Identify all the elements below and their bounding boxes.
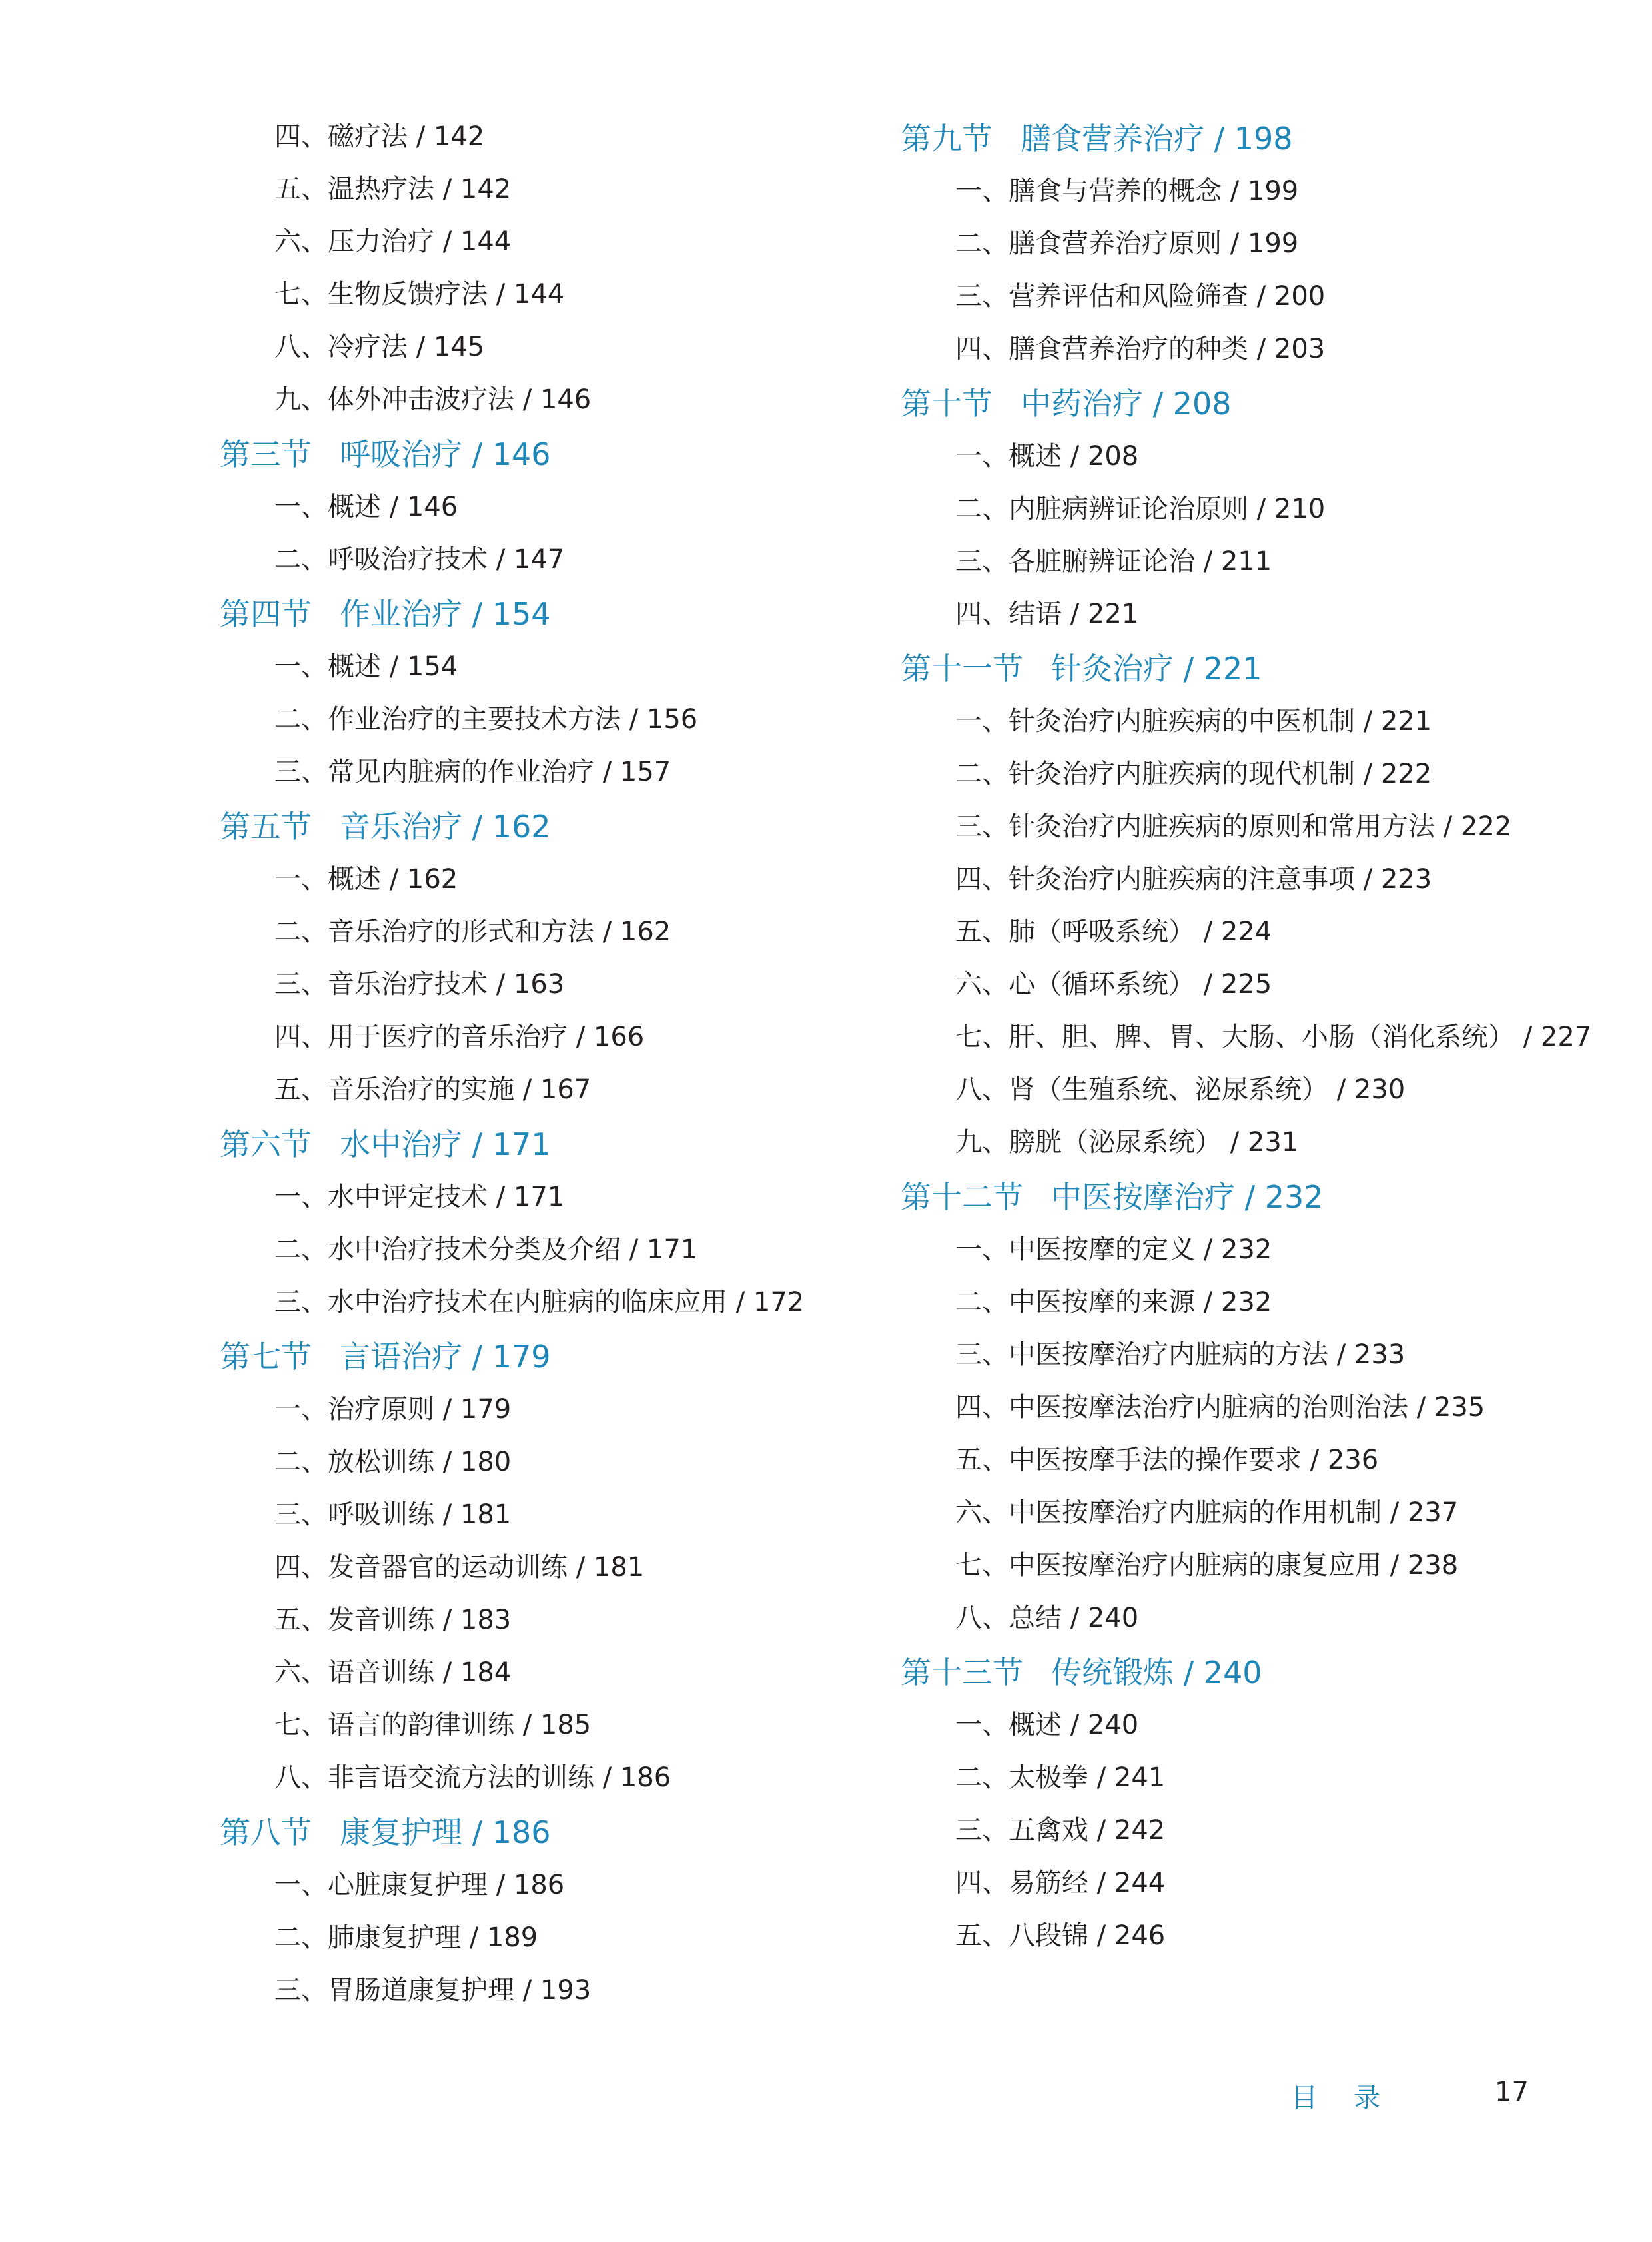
toc-item[interactable]: 五、发音训练 / 183 xyxy=(274,1605,512,1635)
section-number: 第十二节 xyxy=(901,1179,1023,1215)
toc-item[interactable]: 四、磁疗法 / 142 xyxy=(274,121,485,152)
toc-column-left xyxy=(220,111,819,2017)
toc-item[interactable]: 六、中医按摩治疗内脏病的作用机制 / 237 xyxy=(955,1497,1459,1528)
toc-item[interactable]: 一、概述 / 240 xyxy=(955,1710,1139,1740)
toc-item[interactable]: 一、概述 / 208 xyxy=(955,441,1139,472)
toc-item[interactable]: 八、总结 / 240 xyxy=(955,1603,1139,1633)
toc-section-heading[interactable] xyxy=(220,1330,819,1383)
toc-section-heading[interactable] xyxy=(220,1806,819,1859)
toc-item[interactable]: 四、发音器官的运动训练 / 181 xyxy=(274,1552,645,1583)
toc-item[interactable]: 一、概述 / 162 xyxy=(274,864,458,895)
section-number: 第五节 xyxy=(220,809,312,845)
toc-item[interactable]: 六、压力治疗 / 144 xyxy=(274,226,512,257)
toc-column-right xyxy=(901,111,1592,1962)
section-title: 针灸治疗 / 221 xyxy=(1051,651,1262,687)
toc-section-heading[interactable] xyxy=(220,1118,819,1171)
section-title: 传统锻炼 / 240 xyxy=(1051,1655,1262,1690)
section-title: 呼吸治疗 / 146 xyxy=(340,436,551,472)
section-number: 第三节 xyxy=(220,436,312,472)
toc-item[interactable]: 二、呼吸治疗技术 / 147 xyxy=(274,544,565,575)
toc-item[interactable]: 三、音乐治疗技术 / 163 xyxy=(274,969,565,1000)
toc-item[interactable]: 六、语音训练 / 184 xyxy=(274,1657,512,1688)
section-title: 水中治疗 / 171 xyxy=(340,1126,551,1162)
section-title: 膳食营养治疗 / 198 xyxy=(1021,121,1293,157)
toc-item[interactable]: 一、概述 / 154 xyxy=(274,651,458,682)
toc-item[interactable]: 四、用于医疗的音乐治疗 / 166 xyxy=(274,1022,645,1052)
toc-item[interactable]: 二、作业治疗的主要技术方法 / 156 xyxy=(274,704,698,735)
section-number: 第十一节 xyxy=(901,651,1023,687)
toc-section-heading[interactable] xyxy=(901,642,1567,695)
toc-item[interactable]: 一、针灸治疗内脏疾病的中医机制 / 221 xyxy=(955,706,1432,737)
toc-item[interactable]: 二、太极拳 / 241 xyxy=(955,1762,1166,1793)
toc-item[interactable]: 八、肾（生殖系统、泌尿系统） / 230 xyxy=(955,1074,1406,1105)
section-number: 第六节 xyxy=(220,1126,312,1162)
toc-item[interactable]: 三、针灸治疗内脏疾病的原则和常用方法 / 222 xyxy=(955,811,1512,842)
section-number: 第四节 xyxy=(220,596,312,632)
toc-item[interactable]: 二、水中治疗技术分类及介绍 / 171 xyxy=(274,1234,698,1265)
toc-section-heading[interactable] xyxy=(901,1170,1567,1224)
toc-item[interactable]: 二、音乐治疗的形式和方法 / 162 xyxy=(274,917,671,947)
toc-section-heading[interactable] xyxy=(220,800,819,853)
toc-item[interactable]: 九、膀胱（泌尿系统） / 231 xyxy=(955,1127,1299,1158)
toc-item[interactable]: 一、治疗原则 / 179 xyxy=(274,1394,512,1425)
toc-item[interactable]: 一、中医按摩的定义 / 232 xyxy=(955,1234,1272,1265)
toc-item[interactable]: 五、八段锦 / 246 xyxy=(955,1920,1166,1951)
toc-item[interactable]: 五、肺（呼吸系统） / 224 xyxy=(955,917,1272,947)
toc-item[interactable]: 五、温热疗法 / 142 xyxy=(274,174,512,204)
toc-item[interactable]: 四、易筋经 / 244 xyxy=(955,1868,1166,1898)
toc-item[interactable]: 三、常见内脏病的作业治疗 / 157 xyxy=(274,757,671,787)
toc-item[interactable]: 三、五禽戏 / 242 xyxy=(955,1815,1166,1846)
toc-section-heading[interactable] xyxy=(901,377,1567,430)
section-number: 第八节 xyxy=(220,1814,312,1850)
toc-item[interactable]: 七、肝、胆、脾、胃、大肠、小肠（消化系统） / 227 xyxy=(955,1022,1592,1052)
section-title: 中医按摩治疗 / 232 xyxy=(1051,1179,1324,1215)
section-title: 言语治疗 / 179 xyxy=(340,1339,551,1375)
toc-item[interactable]: 七、中医按摩治疗内脏病的康复应用 / 238 xyxy=(955,1550,1459,1581)
toc-item[interactable]: 八、冷疗法 / 145 xyxy=(274,332,485,362)
toc-item[interactable]: 三、中医按摩治疗内脏病的方法 / 233 xyxy=(955,1339,1406,1370)
toc-item[interactable]: 四、结语 / 221 xyxy=(955,599,1139,629)
toc-section-heading[interactable] xyxy=(901,1646,1567,1699)
section-title: 作业治疗 / 154 xyxy=(340,596,551,632)
toc-item[interactable]: 二、内脏病辨证论治原则 / 210 xyxy=(955,494,1326,524)
toc-item[interactable]: 九、体外冲击波疗法 / 146 xyxy=(274,384,592,415)
section-number: 第十三节 xyxy=(901,1655,1023,1690)
toc-item[interactable]: 一、膳食与营养的概念 / 199 xyxy=(955,176,1299,206)
toc-item[interactable]: 三、营养评估和风险筛查 / 200 xyxy=(955,281,1326,312)
page-number: 17 xyxy=(1495,2077,1529,2107)
toc-section-heading[interactable] xyxy=(220,428,819,481)
toc-item[interactable]: 七、语言的韵律训练 / 185 xyxy=(274,1710,592,1740)
toc-item[interactable]: 四、针灸治疗内脏疾病的注意事项 / 223 xyxy=(955,864,1432,895)
toc-item[interactable]: 一、心脏康复护理 / 186 xyxy=(274,1870,565,1900)
toc-item[interactable]: 五、中医按摩手法的操作要求 / 236 xyxy=(955,1445,1379,1475)
toc-item[interactable]: 一、概述 / 146 xyxy=(274,492,458,522)
toc-section-heading[interactable] xyxy=(220,587,819,641)
section-title: 康复护理 / 186 xyxy=(340,1814,551,1850)
section-number: 第九节 xyxy=(901,121,993,157)
toc-item[interactable]: 四、中医按摩法治疗内脏病的治则治法 / 235 xyxy=(955,1392,1485,1423)
toc-item[interactable]: 三、各脏腑辨证论治 / 211 xyxy=(955,546,1272,577)
running-footer-title: 目录 xyxy=(1291,2083,1416,2113)
toc-item[interactable]: 三、胃肠道康复护理 / 193 xyxy=(274,1975,592,2006)
toc-item[interactable]: 六、心（循环系统） / 225 xyxy=(955,969,1272,1000)
toc-item[interactable]: 七、生物反馈疗法 / 144 xyxy=(274,279,565,310)
toc-item[interactable]: 二、放松训练 / 180 xyxy=(274,1447,512,1477)
toc-item[interactable]: 三、呼吸训练 / 181 xyxy=(274,1499,512,1530)
toc-item[interactable]: 二、针灸治疗内脏疾病的现代机制 / 222 xyxy=(955,759,1432,789)
toc-item[interactable]: 八、非言语交流方法的训练 / 186 xyxy=(274,1762,671,1793)
toc-item[interactable]: 二、膳食营养治疗原则 / 199 xyxy=(955,228,1299,259)
section-title: 音乐治疗 / 162 xyxy=(340,809,551,845)
section-number: 第十节 xyxy=(901,386,993,422)
section-title: 中药治疗 / 208 xyxy=(1021,386,1232,422)
toc-item[interactable]: 一、水中评定技术 / 171 xyxy=(274,1182,565,1212)
section-number: 第七节 xyxy=(220,1339,312,1375)
toc-section-heading[interactable] xyxy=(901,112,1567,165)
toc-item[interactable]: 三、水中治疗技术在内脏病的临床应用 / 172 xyxy=(274,1287,805,1317)
toc-item[interactable]: 二、中医按摩的来源 / 232 xyxy=(955,1287,1272,1317)
toc-item[interactable]: 五、音乐治疗的实施 / 167 xyxy=(274,1074,592,1105)
toc-item[interactable]: 二、肺康复护理 / 189 xyxy=(274,1922,538,1953)
toc-item[interactable]: 四、膳食营养治疗的种类 / 203 xyxy=(955,334,1326,364)
